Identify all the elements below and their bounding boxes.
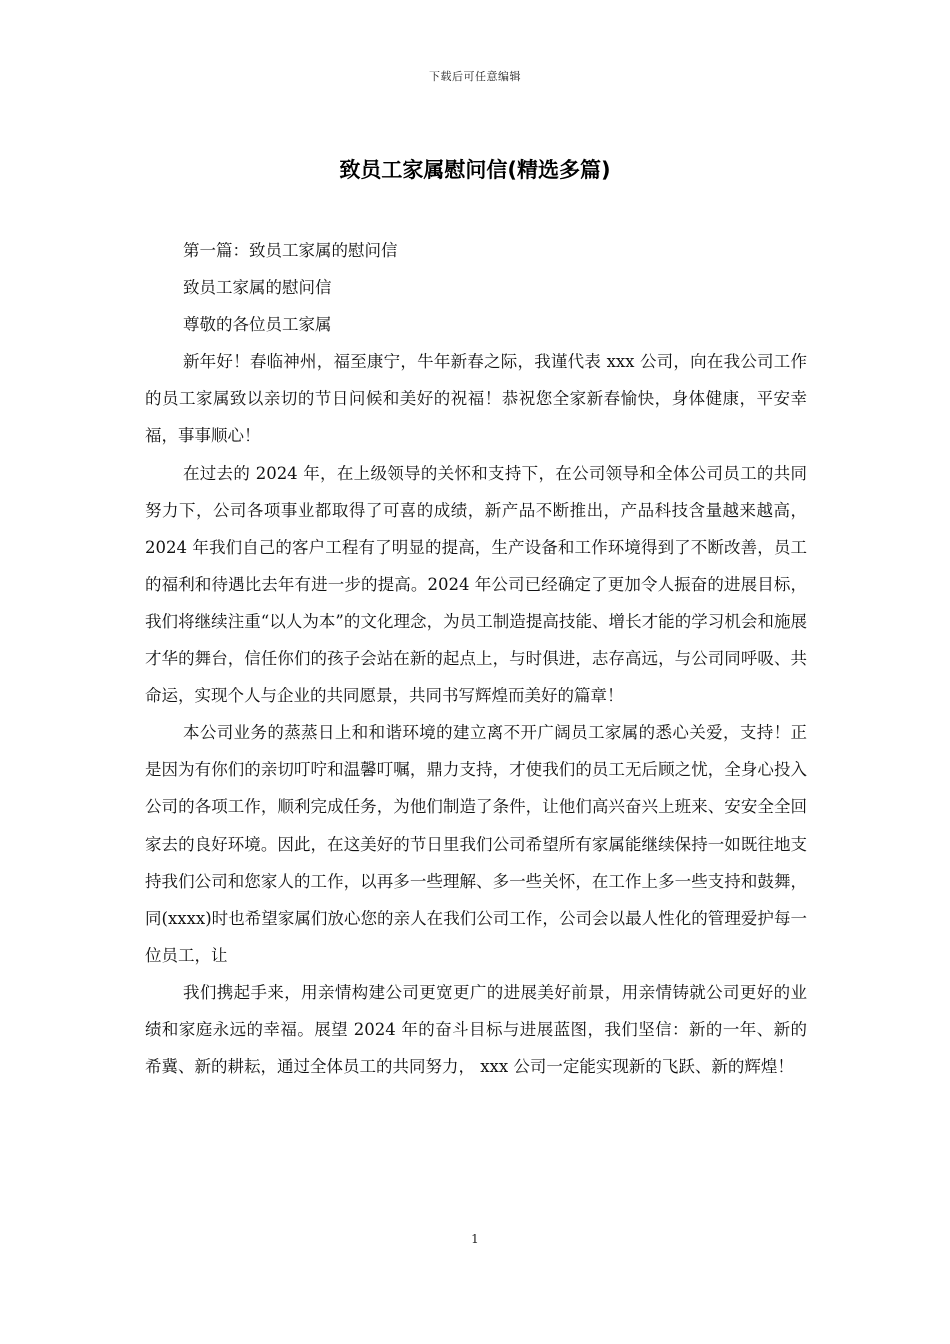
body-paragraph: 本公司业务的蒸蒸日上和和谐环境的建立离不开广阔员工家属的悉心关爱，支持！正是因为有你们的亲切叮咛和温馨叮嘱，鼎力支持，才使我们的员工无后顾之忧，全身心投入公司的各项工作，顺利完成任务，为他们制造了条件，让他们高兴奋兴上班来、安安全全回家去的良好环境。因此，在这美好的节日里我们公司希望所有家属能继续保持一如既往地支持我们公司和您家人的工作，以再多一些理解、多一些关怀，在工作上多一些支持和鼓舞，同(xxxx)时也希望家属们放心您的亲人在我们公司工作，公司会以最人性化的管理爱护每一位员工，让 bbox=[145, 723, 807, 965]
body-paragraph: 我们携起手来，用亲情构建公司更宽更广的进展美好前景，用亲情铸就公司更好的业绩和家庭永远的幸福。展望 2024 年的奋斗目标与进展蓝图，我们坚信：新的一年、新的希冀、新的耕耘，通过全体员工的共同努力， xxx 公司一定能实现新的飞跃、新的辉煌！ bbox=[145, 982, 807, 1077]
body-paragraph: 在过去的 2024 年，在上级领导的关怀和支持下，在公司领导和全体公司员工的共同努力下，公司各项事业都取得了可喜的成绩，新产品不断推出，产品科技含量越来越高，2024 年我们自己的客户工程有了明显的提高，生产设备和工作环境得到了不断改善，员工的福利和待遇比去年有进一步的提高。2024 年公司已经确定了更加令人振奋的进展目标，我们将继续注重“以人为本”的文化理念，为员工制造提高技能、增长才能的学习机会和施展才华的舞台，信任你们的孩子会站在新的起点上，与时俱进，志存高远，与公司同呼吸、共命运，实现个人与企业的共同愿景，共同书写辉煌而美好的篇章！ bbox=[145, 463, 807, 706]
document-body bbox=[145, 232, 807, 1085]
section-heading: 第一篇：致员工家属的慰问信 bbox=[182, 241, 398, 260]
body-paragraph: 新年好！春临神州，福至康宁，牛年新春之际，我谨代表 xxx 公司，向在我公司工作的员工家属致以亲切的节日问候和美好的祝福！恭祝您全家新春愉快，身体健康，平安幸福，事事顺心！ bbox=[145, 352, 807, 446]
document-title: 致员工家属慰问信(精选多篇) bbox=[339, 158, 611, 182]
letter-title: 致员工家属的慰问信 bbox=[182, 278, 332, 298]
salutation: 尊敬的各位员工家属 bbox=[182, 315, 332, 335]
page-number: 1 bbox=[471, 1232, 479, 1246]
header-note: 下载后可任意编辑 bbox=[429, 70, 521, 83]
